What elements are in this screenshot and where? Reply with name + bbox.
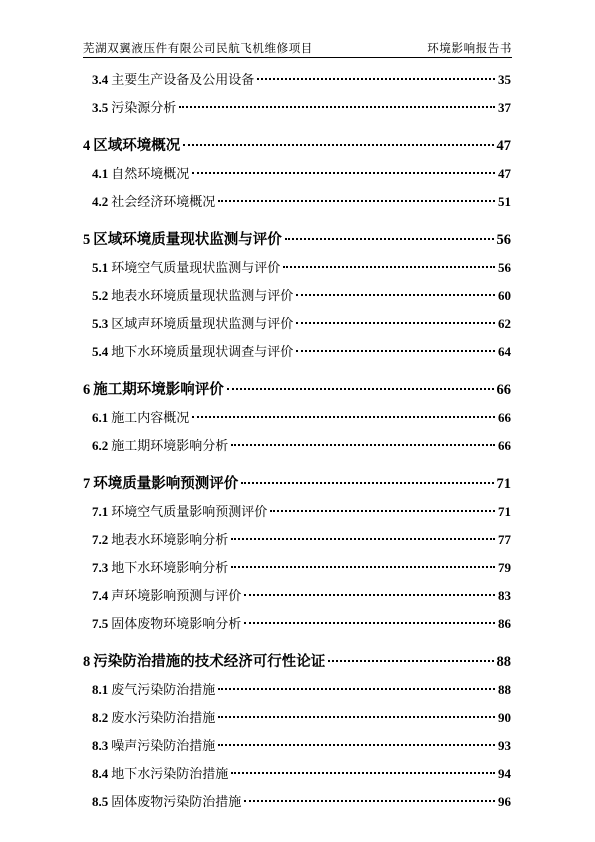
toc-entry-number: 8.5: [92, 794, 109, 809]
toc-dot-leader: [218, 744, 495, 746]
toc-entry-number: 6.2: [92, 438, 109, 453]
toc-entry-title: 污染防治措施的技术经济可行性论证: [93, 653, 326, 670]
toc-section-entry[interactable]: [83, 554, 511, 582]
toc-entry-page: 37: [498, 100, 511, 115]
toc-dot-leader: [192, 172, 495, 174]
chapter-spacer: [83, 122, 511, 132]
toc-dot-leader: [218, 716, 495, 718]
toc-entry-title: 自然环境概况: [111, 167, 190, 182]
toc-section-entry[interactable]: [83, 282, 511, 310]
toc-entry-page: 62: [498, 316, 511, 331]
toc-section-entry[interactable]: [83, 404, 511, 432]
toc-entry-page: 66: [498, 438, 511, 453]
toc-entry-number: 3.5: [92, 100, 109, 115]
toc-entry-title: 区域环境概况: [93, 137, 181, 154]
toc-entry-title: 固体废物环境影响分析: [111, 617, 242, 632]
toc-entry-page: 86: [498, 616, 511, 631]
toc-entry-number: 6: [83, 382, 91, 398]
toc-dot-leader: [231, 444, 495, 446]
toc-dot-leader: [231, 566, 495, 568]
toc-section-entry[interactable]: [83, 188, 511, 216]
toc-section-entry[interactable]: [83, 432, 511, 460]
toc-entry-number: 8: [83, 654, 91, 670]
toc-entry-page: 79: [498, 560, 511, 575]
toc-dot-leader: [231, 772, 495, 774]
toc-entry-title: 声环境影响预测与评价: [111, 589, 242, 604]
toc-entry-page: 56: [496, 232, 511, 248]
toc-dot-leader: [244, 622, 495, 624]
toc-dot-leader: [244, 800, 495, 802]
toc-section-entry[interactable]: [83, 310, 511, 338]
toc-entry-page: 66: [498, 410, 511, 425]
toc-dot-leader: [296, 350, 495, 352]
toc-entry-title: 环境空气质量影响预测评价: [111, 505, 268, 520]
toc-entry-title: 环境质量影响预测评价: [93, 475, 239, 492]
toc-entry-number: 4.1: [92, 166, 109, 181]
toc-entry-page: 96: [498, 794, 511, 809]
toc-entry-number: 8.2: [92, 710, 109, 725]
toc-entry-title: 固体废物污染防治措施: [111, 795, 242, 810]
toc-chapter-entry[interactable]: [83, 648, 511, 676]
toc-entry-number: 7.4: [92, 588, 109, 603]
toc-entry-page: 93: [498, 738, 511, 753]
toc-entry-number: 7.1: [92, 504, 109, 519]
toc-entry-number: 8.3: [92, 738, 109, 753]
toc-entry-number: 6.1: [92, 410, 109, 425]
table-of-contents: [83, 66, 511, 816]
toc-entry-page: 66: [496, 382, 511, 398]
toc-entry-page: 83: [498, 588, 511, 603]
toc-section-entry[interactable]: [83, 788, 511, 816]
toc-entry-page: 90: [498, 710, 511, 725]
toc-dot-leader: [227, 388, 494, 390]
header-project-title: 芜湖双翼液压件有限公司民航飞机维修项目: [83, 41, 313, 55]
header-document-type: 环境影响报告书: [427, 41, 512, 55]
toc-entry-number: 5.2: [92, 288, 109, 303]
toc-entry-number: 5.1: [92, 260, 109, 275]
toc-dot-leader: [192, 416, 495, 418]
toc-entry-number: 5: [83, 232, 91, 248]
toc-entry-number: 8.1: [92, 682, 109, 697]
toc-entry-number: 7.3: [92, 560, 109, 575]
toc-entry-number: 7: [83, 476, 91, 492]
toc-section-entry[interactable]: [83, 160, 511, 188]
toc-section-entry[interactable]: [83, 732, 511, 760]
page-header: [83, 38, 512, 58]
toc-section-entry[interactable]: [83, 498, 511, 526]
toc-dot-leader: [285, 238, 494, 240]
toc-dot-leader: [218, 688, 495, 690]
toc-entry-number: 7.5: [92, 616, 109, 631]
toc-entry-page: 47: [496, 138, 511, 154]
toc-entry-page: 64: [498, 344, 511, 359]
toc-dot-leader: [179, 106, 495, 108]
toc-entry-title: 污染源分析: [111, 101, 177, 116]
toc-entry-title: 地表水环境影响分析: [111, 533, 229, 548]
toc-entry-title: 废气污染防治措施: [111, 683, 216, 698]
toc-dot-leader: [231, 538, 495, 540]
toc-entry-title: 噪声污染防治措施: [111, 739, 216, 754]
toc-entry-number: 3.4: [92, 72, 109, 87]
toc-dot-leader: [328, 660, 493, 662]
toc-section-entry[interactable]: [83, 582, 511, 610]
toc-section-entry[interactable]: [83, 66, 511, 94]
toc-section-entry[interactable]: [83, 676, 511, 704]
chapter-spacer: [83, 460, 511, 470]
toc-entry-number: 5.4: [92, 344, 109, 359]
toc-chapter-entry[interactable]: [83, 226, 511, 254]
toc-entry-number: 7.2: [92, 532, 109, 547]
toc-entry-page: 35: [498, 72, 511, 87]
toc-entry-page: 51: [498, 194, 511, 209]
toc-entry-page: 56: [498, 260, 511, 275]
toc-entry-title: 地下水环境质量现状调查与评价: [111, 345, 294, 360]
toc-section-entry[interactable]: [83, 254, 511, 282]
toc-dot-leader: [296, 294, 495, 296]
toc-chapter-entry[interactable]: [83, 470, 511, 498]
toc-entry-number: 4: [83, 138, 91, 154]
toc-section-entry[interactable]: [83, 338, 511, 366]
toc-entry-title: 环境空气质量现状监测与评价: [111, 261, 281, 276]
toc-entry-number: 5.3: [92, 316, 109, 331]
toc-entry-page: 71: [496, 476, 511, 492]
toc-section-entry[interactable]: [83, 760, 511, 788]
toc-entry-page: 88: [496, 654, 511, 670]
toc-dot-leader: [296, 322, 495, 324]
toc-dot-leader: [241, 482, 493, 484]
toc-entry-number: 4.2: [92, 194, 109, 209]
toc-entry-title: 施工期环境影响分析: [111, 439, 229, 454]
toc-entry-title: 地下水环境影响分析: [111, 561, 229, 576]
toc-section-entry[interactable]: [83, 610, 511, 638]
toc-dot-leader: [270, 510, 495, 512]
toc-dot-leader: [283, 266, 495, 268]
toc-chapter-entry[interactable]: [83, 376, 511, 404]
chapter-spacer: [83, 216, 511, 226]
toc-entry-title: 地下水污染防治措施: [111, 767, 229, 782]
chapter-spacer: [83, 638, 511, 648]
toc-section-entry[interactable]: [83, 94, 511, 122]
toc-chapter-entry[interactable]: [83, 132, 511, 160]
toc-entry-page: 88: [498, 682, 511, 697]
toc-section-entry[interactable]: [83, 526, 511, 554]
toc-entry-title: 施工内容概况: [111, 411, 190, 426]
toc-entry-title: 主要生产设备及公用设备: [111, 73, 255, 88]
toc-dot-leader: [257, 78, 495, 80]
chapter-spacer: [83, 366, 511, 376]
toc-dot-leader: [218, 200, 495, 202]
toc-dot-leader: [183, 144, 493, 146]
toc-entry-title: 社会经济环境概况: [111, 195, 216, 210]
toc-entry-page: 71: [498, 504, 511, 519]
toc-entry-title: 区域声环境质量现状监测与评价: [111, 317, 294, 332]
toc-entry-number: 8.4: [92, 766, 109, 781]
toc-dot-leader: [244, 594, 495, 596]
toc-entry-title: 地表水环境质量现状监测与评价: [111, 289, 294, 304]
toc-entry-page: 60: [498, 288, 511, 303]
toc-entry-title: 废水污染防治措施: [111, 711, 216, 726]
toc-section-entry[interactable]: [83, 704, 511, 732]
toc-entry-title: 区域环境质量现状监测与评价: [93, 231, 282, 248]
toc-entry-page: 94: [498, 766, 511, 781]
toc-entry-page: 77: [498, 532, 511, 547]
toc-entry-page: 47: [498, 166, 511, 181]
toc-entry-title: 施工期环境影响评价: [93, 381, 224, 398]
